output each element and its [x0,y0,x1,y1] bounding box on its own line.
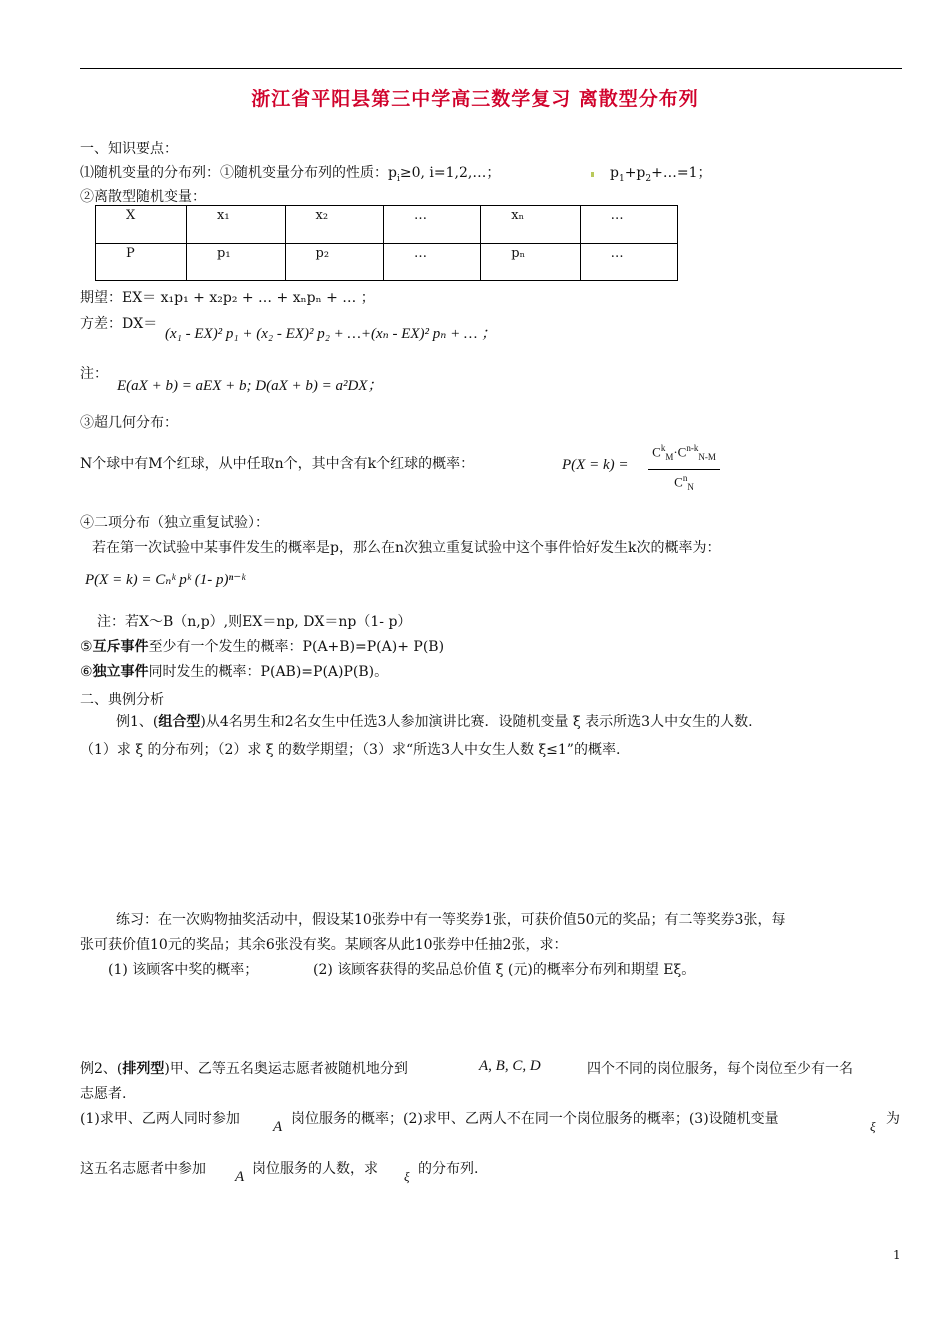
hypergeometric-lhs: P(X = k) = [562,457,629,473]
example2-var-xi: ξ [870,1119,876,1134]
practice-question1: (1) 该顾客中奖的概率； [108,962,259,978]
binomial-label: ④二项分布（独立重复试验）： [80,515,269,531]
table-cell: … [384,206,481,244]
hypergeometric-numerator: $C^k_M\cdot C^{n-k}_{N-M}$ [652,443,716,462]
binomial-text: 若在第一次试验中某事件发生的概率是p，那么在n次独立重复试验中这个事件恰好发生k次的概率为： [92,540,721,556]
example2-line4-mid: 岗位服务的人数，求 [252,1161,378,1177]
independent-events-line: ⑥独立事件同时发生的概率：P(AB)=P(A)P(B)。 [80,664,389,680]
table-cell: x₁ [187,206,286,244]
example2-q1: (1)求甲、乙两人同时参加 [80,1111,240,1127]
fraction-bar [648,469,720,470]
binomial-note: 注：若X～B（n,p）,则EX＝np, DX＝np（1- p） [97,614,412,630]
table-cell: X [96,206,187,244]
variance-formula: (x₁ - EX)² p₁ + (x₂ - EX)² p₂ + …+(xₙ - EX)² pₙ + … ； [165,326,497,342]
probability-sum: $p_1+p_2+\dots=1$； [610,165,712,184]
hypergeometric-label: ③超几何分布： [80,415,178,431]
table-cell: … [384,243,481,281]
example2-line2: 志愿者. [80,1086,127,1102]
table-row [96,243,678,281]
table-cell: … [580,243,677,281]
section2-heading: 二、典例分析 [80,692,164,708]
table-cell: … [580,206,677,244]
binomial-formula: P(X = k) = Cₙᵏ pᵏ (1- p)ⁿ⁻ᵏ [85,572,246,588]
page-number: 1 [893,1248,901,1262]
mutually-exclusive-line: ⑤互斥事件至少有一个发生的概率：P(A+B)=P(A)+ P(B) [80,639,445,655]
linearity-formula: E(aX + b) = aEX + b; D(aX + b) = a²DX； [117,378,383,394]
table-cell: P [96,243,187,281]
section1-heading: 一、知识要点： [80,141,178,157]
example2-line4: 这五名志愿者中参加 [80,1161,206,1177]
example1-questions: （1）求 ξ 的分布列；（2）求 ξ 的数学期望；（3）求“所选3人中女生人数 ξ≤1”的概率. [80,742,621,758]
table-cell: pₙ [481,243,580,281]
table-cell: p₂ [285,243,384,281]
header-rule [80,68,902,69]
table-cell: xₙ [481,206,580,244]
distribution-table [95,205,678,281]
page-title: 浙江省平阳县第三中学高三数学复习 离散型分布列 [251,88,699,110]
example2-var-a: A [273,1119,283,1135]
hypergeometric-denominator: $C^n_N$ [674,473,694,492]
example2-line1-end: 四个不同的岗位服务，每个岗位至少有一名 [587,1061,853,1077]
table-cell: x₂ [285,206,384,244]
example2-q2: 岗位服务的概率；(2)求甲、乙两人不在同一个岗位服务的概率；(3)设随机变量 [291,1111,779,1127]
distribution-property-line: ⑴随机变量的分布列：①随机变量分布列的性质：$p_i\ge 0$, i=1,2,…； [80,165,501,184]
table-row [96,206,678,244]
note-label: 注： [80,366,108,382]
hypergeometric-text: N个球中有M个红球，从中任取n个，其中含有k个红球的概率： [80,456,475,472]
marker-dot [591,172,594,177]
variance-label: 方差：DX＝ [80,316,158,332]
expectation-formula: 期望：EX＝ x₁p₁ + x₂p₂ + … + xₙpₙ + … ； [80,290,375,306]
practice-line1: 练习：在一次购物抽奖活动中，假设某10张券中有一等奖券1张，可获价值50元的奖品；有二等奖券3张，每 [116,912,786,928]
example2-q3: 为 [886,1111,900,1127]
discrete-variable-label: ②离散型随机变量： [80,189,206,205]
example2-positions: A, B, C, D [479,1058,541,1074]
table-cell: p₁ [187,243,286,281]
example2-line4-xi: ξ [404,1169,410,1184]
example2-line1: 例2、(排列型)甲、乙等五名奥运志愿者被随机地分到 [80,1061,408,1077]
example2-line4-var: A [235,1169,245,1185]
example2-line4-end: 的分布列. [418,1161,479,1177]
practice-question2: (2) 该顾客获得的奖品总价值 ξ (元)的概率分布列和期望 Eξ。 [313,962,696,978]
example1-statement: 例1、(组合型)从4名男生和2名女生中任选3人参加演讲比赛．设随机变量 ξ 表示所选3人中女生的人数. [116,714,753,730]
practice-line2: 张可获价值10元的奖品；其余6张没有奖。某顾客从此10张券中任抽2张，求： [80,937,568,953]
